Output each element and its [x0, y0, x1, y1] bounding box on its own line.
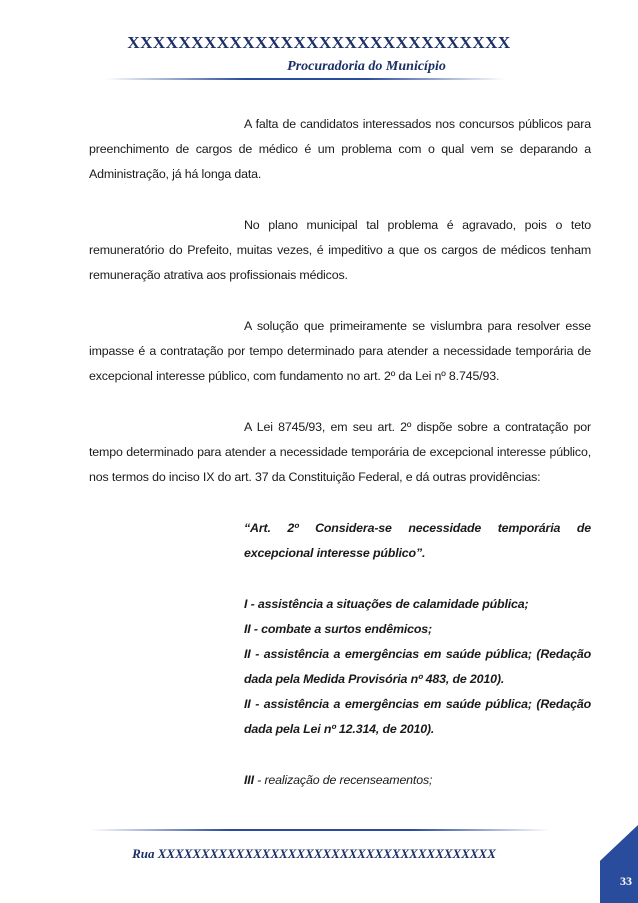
- header-title: XXXXXXXXXXXXXXXXXXXXXXXXXXXXXX: [127, 33, 511, 52]
- paragraph-3: A solução que primeiramente se vislumbra para resolver esse impasse é a contratação por tempo determinado para atender a necessidade temporária de excepcional interesse público, com fundamento no art. 2º da Lei nº 8.745/93.: [89, 319, 591, 383]
- header-subtitle: Procuradoria do Município: [287, 59, 446, 74]
- paragraph-1: A falta de candidatos interessados nos concursos públicos para preenchimento de cargos de médico é um problema com o qual vem se deparando a Administração, já há longa data.: [89, 117, 591, 181]
- quote-item-5: [244, 768, 591, 793]
- quote-item-2: II - combate a surtos endêmicos;: [244, 622, 432, 636]
- quote-intro: “Art. 2º Considera-se necessidade temporária de excepcional interesse público”.: [244, 521, 591, 560]
- paragraph-2: No plano municipal tal problema é agravado, pois o teto remuneratório do Prefeito, muitas vezes, é impeditivo a que os cargos de médicos tenham remuneração atrativa aos profissionais médicos.: [89, 218, 591, 282]
- footer-divider: [90, 829, 550, 831]
- quote-item-1: I - assistência a situações de calamidade pública;: [244, 597, 529, 611]
- header-divider: [105, 78, 505, 80]
- quote-item-5-numeral: III: [244, 773, 254, 787]
- page-number: 33: [620, 874, 632, 888]
- quote-item-4: II - assistência a emergências em saúde pública; (Redação dada pela Lei nº 12.314, de 2010).: [244, 697, 591, 736]
- quote-item-5-text: - realização de recenseamentos;: [253, 773, 433, 787]
- footer-address: Rua XXXXXXXXXXXXXXXXXXXXXXXXXXXXXXXXXXXXXXX: [132, 846, 496, 861]
- document-body: [89, 112, 591, 793]
- quote-item-3: II - assistência a emergências em saúde pública; (Redação dada pela Medida Provisória nº 483, de 2010).: [244, 647, 591, 686]
- page-corner-decoration: [600, 825, 638, 903]
- paragraph-4: A Lei 8745/93, em seu art. 2º dispõe sobre a contratação por tempo determinado para atender a necessidade temporária de excepcional interesse público, nos termos do inciso IX do art. 37 da Constituição Federal, e dá outras providências:: [89, 420, 591, 484]
